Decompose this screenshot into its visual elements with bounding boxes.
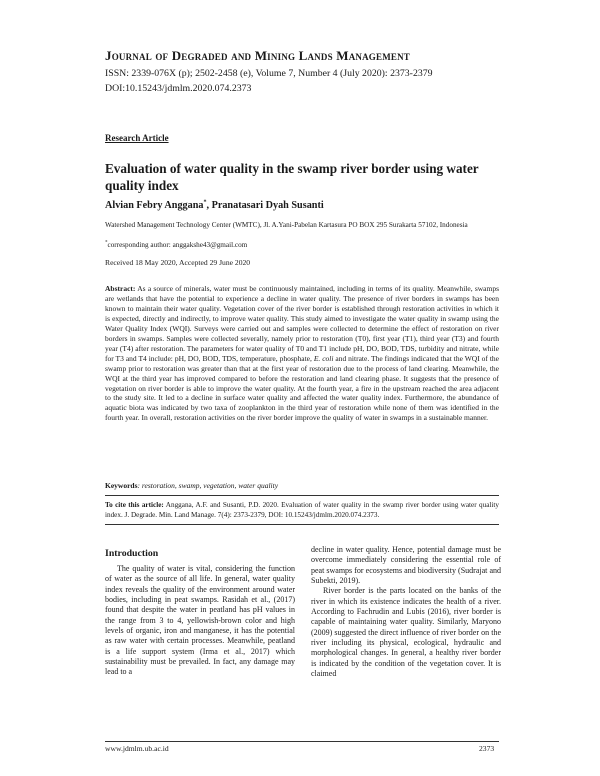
author-first: Alvian Febry Anggana xyxy=(105,200,204,211)
author-second: Pranatasari Dyah Susanti xyxy=(211,200,324,211)
received-dates: Received 18 May 2020, Accepted 29 June 2020 xyxy=(105,258,251,267)
abstract-label: Abstract: xyxy=(105,284,136,293)
citation-label: To cite this article: xyxy=(105,501,164,509)
left-column xyxy=(105,564,295,678)
abstract-italic-species: E. coli xyxy=(313,353,334,363)
page-number: 2373 xyxy=(479,744,495,753)
affiliation: Watershed Management Technology Center (WMTC), Jl. A.Yani-Pabelan Kartasura PO BOX 295 Surakarta 57102, Indonesia xyxy=(105,221,468,229)
corresponding-email: corresponding author: anggakshe43@gmail.com xyxy=(107,241,248,249)
corresponding-mark: * xyxy=(203,199,207,206)
footer-divider xyxy=(105,741,499,742)
abstract xyxy=(105,284,499,423)
keywords xyxy=(105,481,278,490)
corresponding-mark-note: * xyxy=(105,240,108,246)
abstract-text-1: As a source of minerals, water must be continuously maintained, including in terms of its quality. Meanwhile, swamps are wetlands that have the potential to experience a decline in water quality. The presence of river borders in swamps has been known to maintain their water quality. Vegetation cover of the river border is established through restoration activities in which it is expected, directly and indirectly, to improve water quality. This study aimed to investigate the water quality in swamp using the Water Quality Index (WQI). Surveys were carried out and samples were collected to determine the effect of restoration on river borders in swamps. Samples were collected severally, namely prior to restoration (T0), first year (T1), third year (T3) and fourth year (T4) after restoration. The parameters for water quality of T0 and T1 include pH, DO, BOD, TDS, turbidity and nitrate, while for T3 and T4 include: pH, DO, BOD, TDS, temperature, phosphate, xyxy=(105,284,499,363)
journal-name: Journal of Degraded and Mining Lands Management xyxy=(105,48,411,63)
divider-top xyxy=(105,495,499,496)
keywords-label: Keywords xyxy=(105,481,138,490)
intro-paragraph-2: River border is the parts located on the banks of the river in which its existence indicates the health of a river. According to Fachrudin and Lubis (2016), river border is capable of maintaining water quality. Similarly, Maryono (2009) suggested the direct influence of river border on the river including its physical, ecological, hydraulic and morphological changes. In general, a healthy river border is indicated by the condition of the vegetation cover. It is claimed xyxy=(311,586,501,679)
doi-line: DOI:10.15243/jdmlm.2020.074.2373 xyxy=(105,83,252,94)
right-column xyxy=(311,545,501,679)
article-title: Evaluation of water quality in the swamp river border using water quality index xyxy=(105,161,479,193)
footer-url: www.jdmlm.ub.ac.id xyxy=(105,744,169,753)
abstract-text-2: and nitrate. The findings indicated that the WQI of the swamp prior to restoration was greater than that at the first year of restoration due to the process of land clearing. Meanwhile, the WQI at the third year has improved compared to before the restoration and land clearing phase. It suggests that the presence of vegetation on river border is able to improve the water quality. At the fourth year, a fire in the upstream reached the area adjacent to the study site. It led to a decline in surface water quality and affected the water quality index. Furthermore, the abundance of aquatic biota was indicated by two taxa of zooplankton in the third year of restoration while none of them was identified in the fourth year. In overall, restoration activities on the river border improve the quality of water in swamps in a sustainable manner. xyxy=(105,353,500,423)
article-type: Research Article xyxy=(105,133,169,143)
corresponding-author xyxy=(105,241,247,249)
intro-paragraph-1: The quality of water is vital, considering the function of water as the source of all life. In general, water quality index reveals the quality of the environment around water bodies, including in peat swamps. Rasidah et al., (2017) found that despite the water in peatland has pH values in the range from 3 to 4, yellowish-brown color and high levels of organic, iron and manganese, it has the potential as raw water with certain processes. Meanwhile, peatland is a life support system (Irma et al., 2017) which sustainability must be prevailed. In fact, any damage may lead to a xyxy=(105,564,295,677)
divider-bottom xyxy=(105,524,499,525)
keywords-text: : restoration, swamp, vegetation, water quality xyxy=(137,481,279,490)
intro-paragraph-1-cont: decline in water quality. Hence, potential damage must be overcome immediately considering the essential role of peat swamps for ecosystems and biodiversity (Sudrajat and Subekti, 2019). xyxy=(311,545,501,586)
introduction-heading: Introduction xyxy=(105,548,159,559)
issn-volume-line: ISSN: 2339-076X (p); 2502-2458 (e), Volume 7, Number 4 (July 2020): 2373-2379 xyxy=(105,68,433,79)
author-list xyxy=(105,200,324,211)
citation-text: Anggana, A.F. and Susanti, P.D. 2020. Evaluation of water quality in the swamp river border using water quality index. J. Degrade. Min. Land Manage. 7(4): 2373-2379, DOI: 10.15243/jdmlm.2020.074.2373. xyxy=(105,501,499,519)
author-separator: , xyxy=(206,200,212,211)
citation xyxy=(105,501,499,520)
